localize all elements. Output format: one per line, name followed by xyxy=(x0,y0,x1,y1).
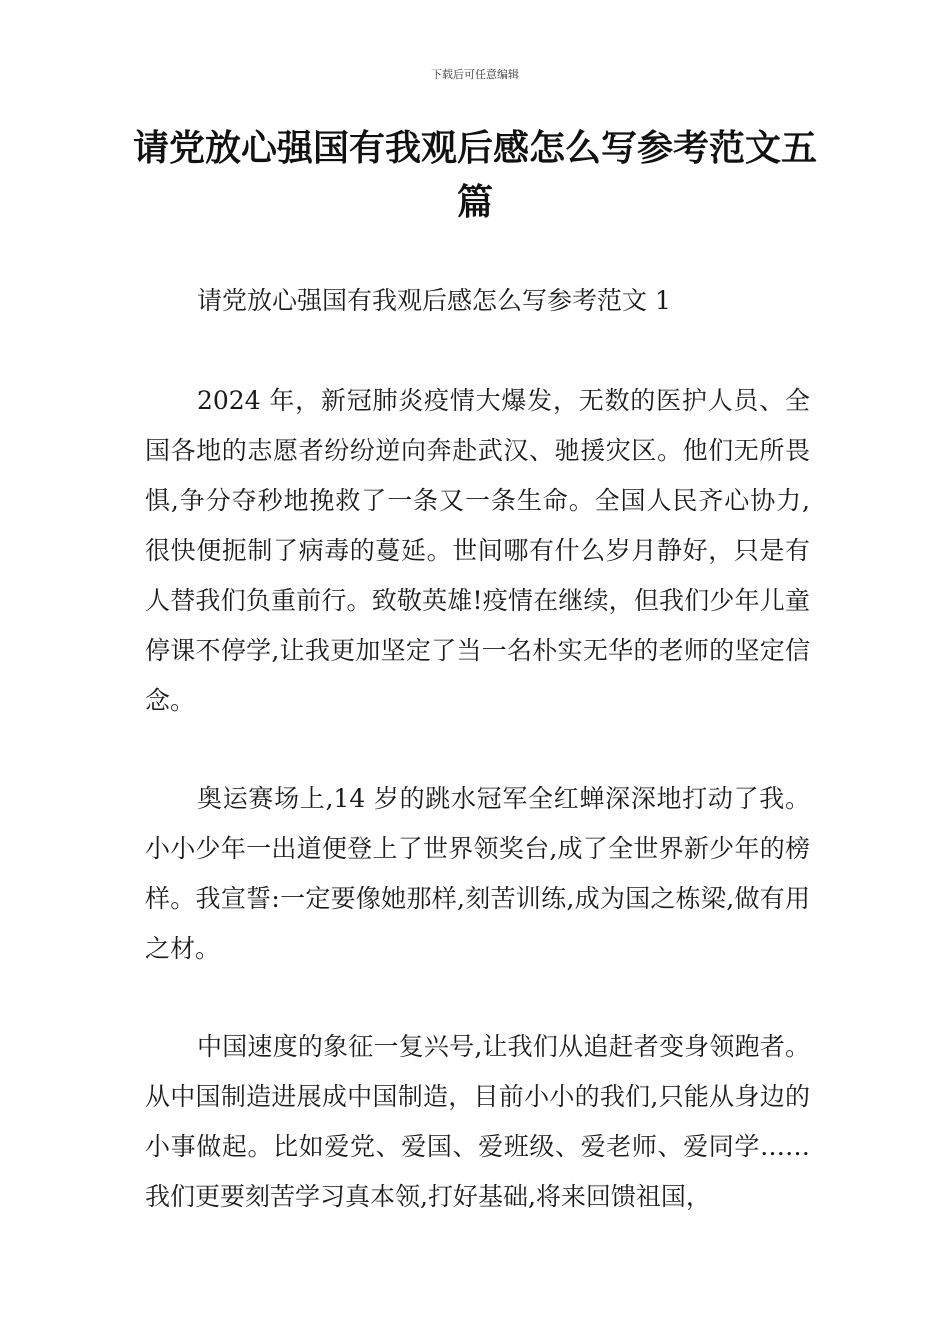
paragraph-1: 2024 年，新冠肺炎疫情大爆发，无数的医护人员、全国各地的志愿者纷纷逆向奔赴武汉、驰援灾区。他们无所畏惧,争分夺秒地挽救了一条又一条生命。全国人民齐心协力,很快便扼制了病毒的蔓延。世间哪有什么岁月静好，只是有人替我们负重前行。致敬英雄!疫情在继续，但我们少年儿童停课不停学,让我更加坚定了当一名朴实无华的老师的坚定信念。 xyxy=(145,386,810,715)
page-title: 请党放心强国有我观后感怎么写参考范文五篇 xyxy=(132,128,817,223)
paragraph-3: 中国速度的象征一复兴号,让我们从追赶者变身领跑者。从中国制造进展成中国制造，目前小小的我们,只能从身边的小事做起。比如爱党、爱国、爱班级、爱老师、爱同学……我们更要刻苦学习真本领,打好基础,将来回馈祖国， xyxy=(145,1032,810,1211)
paragraph-2: 奥运赛场上,14 岁的跳水冠军全红蝉深深地打动了我。小小少年一出道便登上了世界领奖台,成了全世界新少年的榜样。我宣誓:一定要像她那样,刻苦训练,成为国之栋梁,做有用之材。 xyxy=(145,784,810,963)
header-note: 下载后可任意编辑 xyxy=(431,68,519,81)
section-heading: 请党放心强国有我观后感怎么写参考范文 1 xyxy=(197,286,671,315)
